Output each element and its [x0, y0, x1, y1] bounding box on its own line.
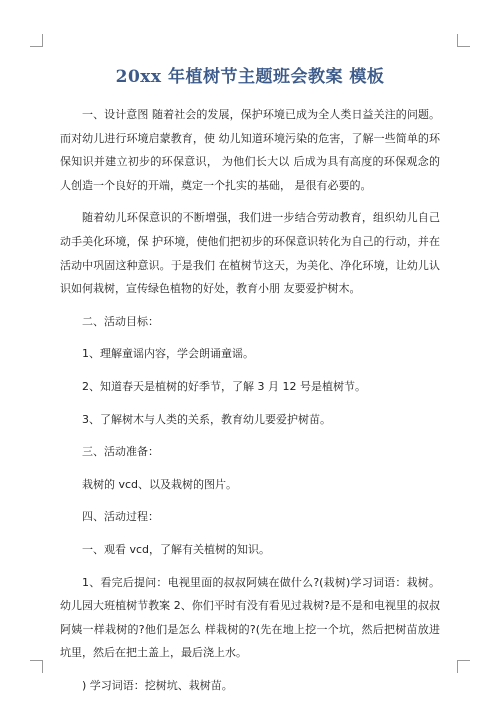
paragraph-design-intent: 一、设计意图 随着社会的发展，保护环境已成为全人类日益关注的问题。而对幼儿进行环境启蒙教育，使 幼儿知道环境污染的危害，了解一些简单的环保知识并建立初步的环保意识， 为他们长大以 后成为具有高度的环保观念的人创造一个良好的开端，奠定一个扎实的基础， 是很有必要的。 [60, 108, 440, 192]
heading-activity-prep: 三、活动准备： [82, 445, 159, 459]
document-body [60, 103, 440, 697]
process-step-1: 一、观看 vcd，了解有关植树的知识。 [82, 542, 271, 556]
heading-activity-process: 四、活动过程： [82, 510, 159, 524]
paragraph-background: 随着幼儿环保意识的不断增强，我们进一步结合劳动教育，组织幼儿自己动手美化环境，保 护环境，使他们把初步的环保意识转化为自己的行动，并在活动中巩固这种意识。于是我们 在植树节这天，为美化、净化环境，让幼儿认识如何栽树，宣传绿色植物的好处，教育小朋 友要爱护树木。 [60, 211, 440, 296]
crop-mark-bottom-left [30, 660, 43, 673]
process-step-1-detail: 1、看完后提问：电视里面的叔叔阿姨在做什么?(栽树)学习词语：栽树。幼儿园大班植树节教案 2、你们平时有没有看见过栽树?是不是和电视里的叔叔阿姨一样栽树的?他们是怎么 样栽树的?(先在地上挖一个坑，然后把树苗放进坑里，然后在把土盖上，最后浇上水。 [60, 575, 440, 660]
crop-mark-top-right [457, 34, 470, 47]
goal-item-1: 1、理解童谣内容，学会朗诵童谣。 [82, 347, 254, 361]
goal-item-3: 3、了解树木与人类的关系，教育幼儿要爱护树苗。 [82, 412, 331, 426]
prep-item: 栽树的 vcd、以及栽树的图片。 [82, 477, 238, 491]
page-title: 20xx 年植树节主题班会教案 模板 [115, 67, 385, 87]
heading-activity-goals: 二、活动目标： [82, 314, 159, 328]
crop-mark-top-left [30, 34, 43, 47]
goal-item-2: 2、知道春天是植树的好季节，了解 3 月 12 号是植树节。 [82, 379, 366, 393]
process-vocabulary: ) 学习词语：挖树坑、栽树苗。 [82, 678, 233, 692]
crop-mark-bottom-right [457, 660, 470, 673]
